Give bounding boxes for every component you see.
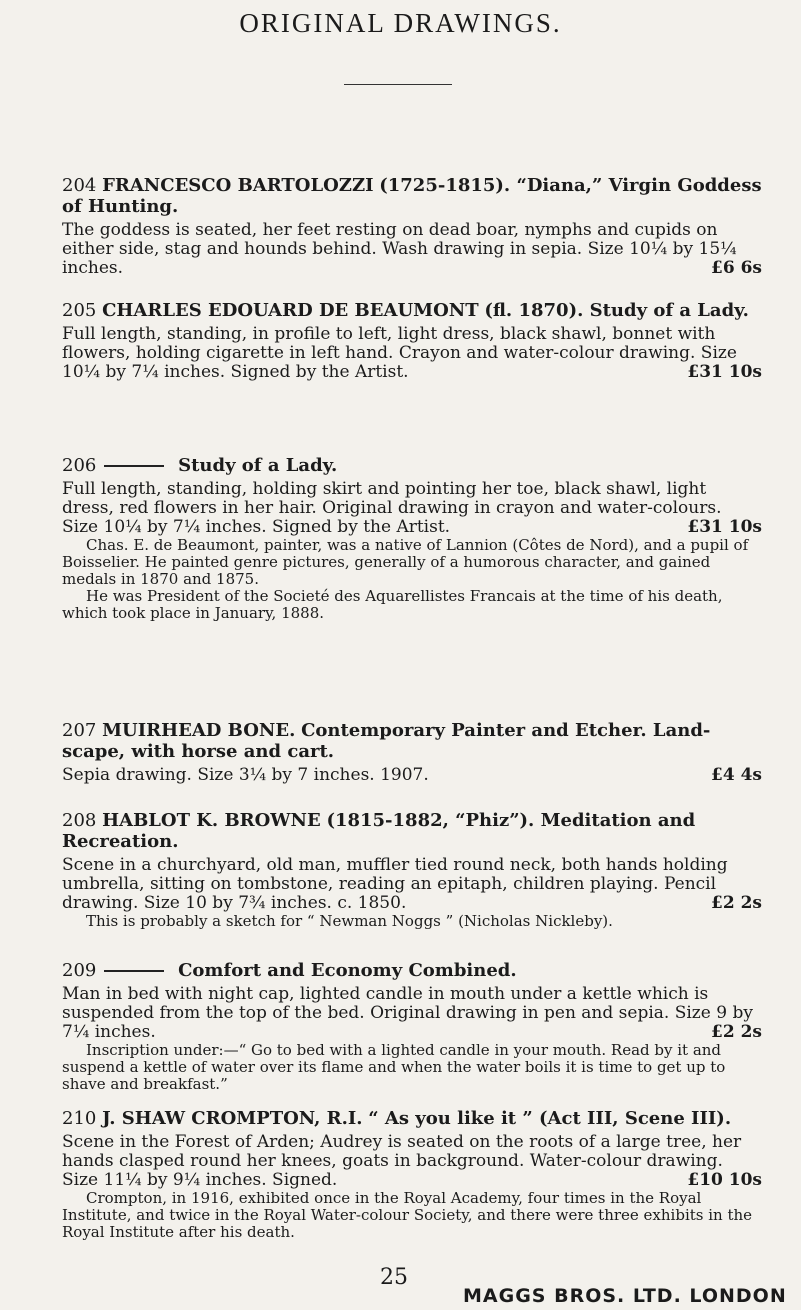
price: £4 4s bbox=[711, 765, 762, 785]
biographical-note: This is probably a sketch for “ Newman Noggs ” (Nicholas Nickleby). bbox=[86, 912, 613, 930]
entry-description bbox=[62, 221, 762, 278]
entry-description bbox=[62, 325, 762, 382]
entry-description bbox=[62, 766, 762, 785]
page-number: 25 bbox=[380, 1265, 408, 1290]
entry-heading bbox=[62, 175, 762, 217]
description-text: Scene in a churchyard, old man, muffler tied round neck, both hands holding umbrella, sitting on tombstone, reading an epitaph, children playing. Pencil drawing. Size 10 by 7¾ inches. c. 1850. bbox=[62, 855, 728, 913]
entry-204 bbox=[62, 175, 762, 278]
entry-title: (fl. 1870). Study of a Lady. bbox=[484, 300, 749, 321]
lot-number: 208 bbox=[62, 810, 97, 831]
entry-description bbox=[62, 985, 762, 1042]
ditto-dash bbox=[104, 970, 164, 972]
price: £2 2s bbox=[711, 893, 762, 913]
lot-number: 204 bbox=[62, 175, 97, 196]
entry-206 bbox=[62, 455, 762, 622]
entry-heading bbox=[62, 1108, 762, 1129]
entry-description bbox=[62, 480, 762, 537]
description-text: The goddess is seated, her feet resting on dead boar, nymphs and cupids on either side, stag and hounds behind. Wash drawing in sepia. Size 10¼ by 15¼ inches. bbox=[62, 220, 737, 278]
entry-heading bbox=[62, 960, 762, 981]
page-title: ORIGINAL DRAWINGS. bbox=[239, 8, 562, 38]
lot-number: 210 bbox=[62, 1108, 97, 1129]
entry-heading bbox=[62, 455, 762, 476]
inscription-note: Inscription under:—“ Go to bed with a lighted candle in your mouth. Read by it and suspend a kettle of water over its flame and when the water boils it is time to get up to shave and breakfast.” bbox=[62, 1041, 726, 1093]
entry-209 bbox=[62, 960, 762, 1093]
price: £31 10s bbox=[687, 517, 762, 537]
artist-name: HABLOT K. BROWNE bbox=[102, 810, 321, 831]
biographical-note: He was President of the Societé des Aquarellistes Francais at the time of his death, which took place in January, 1888. bbox=[62, 587, 723, 622]
entry-title: Study of a Lady. bbox=[178, 455, 338, 476]
lot-number: 205 bbox=[62, 300, 97, 321]
price: £6 6s bbox=[711, 258, 762, 278]
ditto-dash bbox=[104, 465, 164, 467]
description-text: Scene in the Forest of Arden; Audrey is seated on the roots of a large tree, her hands clasped round her knees, goats in background. Water-colour drawing. Size 11¼ by 9¼ inches. Signed. bbox=[62, 1132, 742, 1190]
price: £10 10s bbox=[687, 1170, 762, 1190]
artist-name: CHARLES EDOUARD DE BEAUMONT bbox=[102, 300, 479, 321]
entry-heading bbox=[62, 810, 762, 852]
artist-name: J. SHAW CROMPTON, R.I. bbox=[102, 1108, 363, 1129]
publisher-imprint: MAGGS BROS. LTD. LONDON bbox=[463, 1285, 787, 1307]
entry-208 bbox=[62, 810, 762, 930]
entry-title: (1815-1882, “Phiz”). Meditation and Recreation. bbox=[62, 810, 696, 852]
entry-heading bbox=[62, 300, 762, 321]
entry-title: Comfort and Economy Combined. bbox=[178, 960, 517, 981]
description-text: Full length, standing, in profile to left, light dress, black shawl, bonnet with flowers, holding cigarette in left hand. Crayon and water-colour drawing. Size 10¼ by 7¼ inches. Signed by the Artist. bbox=[62, 324, 737, 382]
entry-210 bbox=[62, 1108, 762, 1241]
description-text: Man in bed with night cap, lighted candle in mouth under a kettle which is suspended from the top of the bed. Original drawing in pen and sepia. Size 9 by 7¼ inches. bbox=[62, 984, 753, 1042]
description-text: Sepia drawing. Size 3¼ by 7 inches. 1907. bbox=[62, 765, 429, 785]
lot-number: 207 bbox=[62, 720, 97, 741]
entry-description bbox=[62, 856, 762, 913]
entry-heading bbox=[62, 720, 762, 762]
entry-description bbox=[62, 1133, 762, 1190]
lot-number: 209 bbox=[62, 960, 97, 981]
description-text: Full length, standing, holding skirt and pointing her toe, black shawl, light dress, red flowers in her hair. Original drawing in crayon and water-colours. Size 10¼ by 7¼ inches. Signed by the Artist. bbox=[62, 479, 722, 537]
artist-name: MUIRHEAD BONE. bbox=[102, 720, 296, 741]
entry-title: “ As you like it ” (Act III, Scene III). bbox=[368, 1108, 732, 1129]
biographical-note: Chas. E. de Beaumont, painter, was a native of Lannion (Côtes de Nord), and a pupil of Boisselier. He painted genre pictures, generally of a humorous character, and gained medals in 1870 and 1875. bbox=[62, 536, 749, 588]
entry-title: Contemporary Painter and Etcher. Land-scape, with horse and cart. bbox=[62, 720, 711, 762]
entry-207 bbox=[62, 720, 762, 785]
entry-title: (1725-1815). “Diana,” Virgin Goddess of Hunting. bbox=[62, 175, 762, 217]
title-rule bbox=[344, 84, 452, 85]
biographical-note: Crompton, in 1916, exhibited once in the Royal Academy, four times in the Royal Institute, and twice in the Royal Water-colour Society, and there were three exhibits in the Royal Institute after his death. bbox=[62, 1189, 753, 1241]
price: £2 2s bbox=[711, 1022, 762, 1042]
price: £31 10s bbox=[687, 362, 762, 382]
lot-number: 206 bbox=[62, 455, 97, 476]
entry-205 bbox=[62, 300, 762, 382]
artist-name: FRANCESCO BARTOLOZZI bbox=[102, 175, 374, 196]
